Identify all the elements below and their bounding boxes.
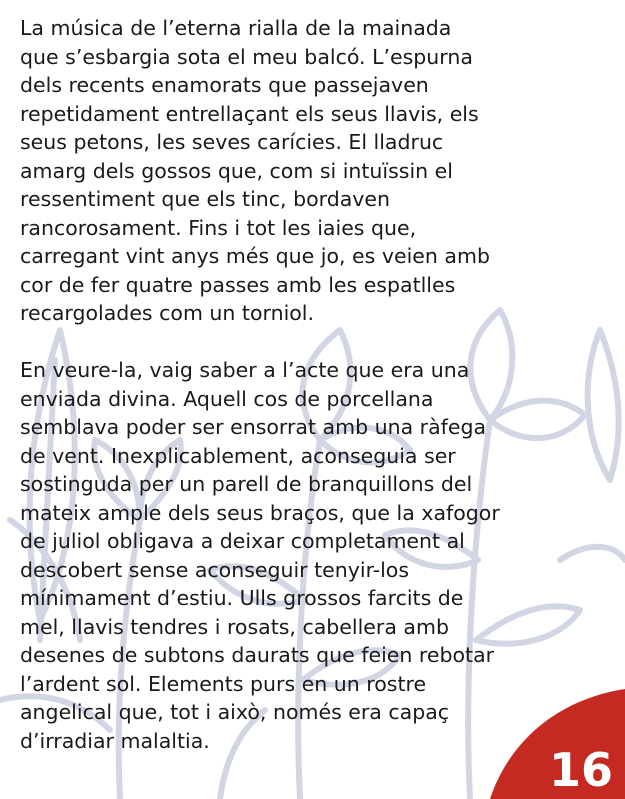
- paragraph-2: En veure-la, vaig saber a l’acte que era una enviada divina. Aquell cos de porcellana semblava poder ser ensorrat amb una ràfega de vent. Inexplicablement, aconseguia ser sostinguda per un parell de branquillons del mateix ample dels seus braços, que la xafogor de juliol obligava a deixar completament al descobert sense aconseguir tenyir-los mínimament d’estiu. Ulls grossos farcits de mel, llavis tendres i rosats, cabellera amb desenes de subtons daurats que feien rebotar l’ardent sol. Elements purs en un rostre angelical que, tot i això, només era capaç d’irradiar malaltia.: [20, 358, 500, 753]
- paragraph-1: La música de l’eterna rialla de la mainada que s’esbargia sota el meu balcó. L’espurna dels recents enamorats que passejaven repetidament entrellaçant els seus llavis, els seus petons, les seves carícies. El lladruc amarg dels gossos que, com si intuïssin el ressentiment que els tinc, bordaven rancorosament. Fins i tot les iaies que, carregant vint anys més que jo, es veien amb cor de fer quatre passes amb les espatlles recargolades com un torniol.: [20, 16, 490, 325]
- page-number: 16: [548, 743, 613, 797]
- story-text: [20, 14, 605, 755]
